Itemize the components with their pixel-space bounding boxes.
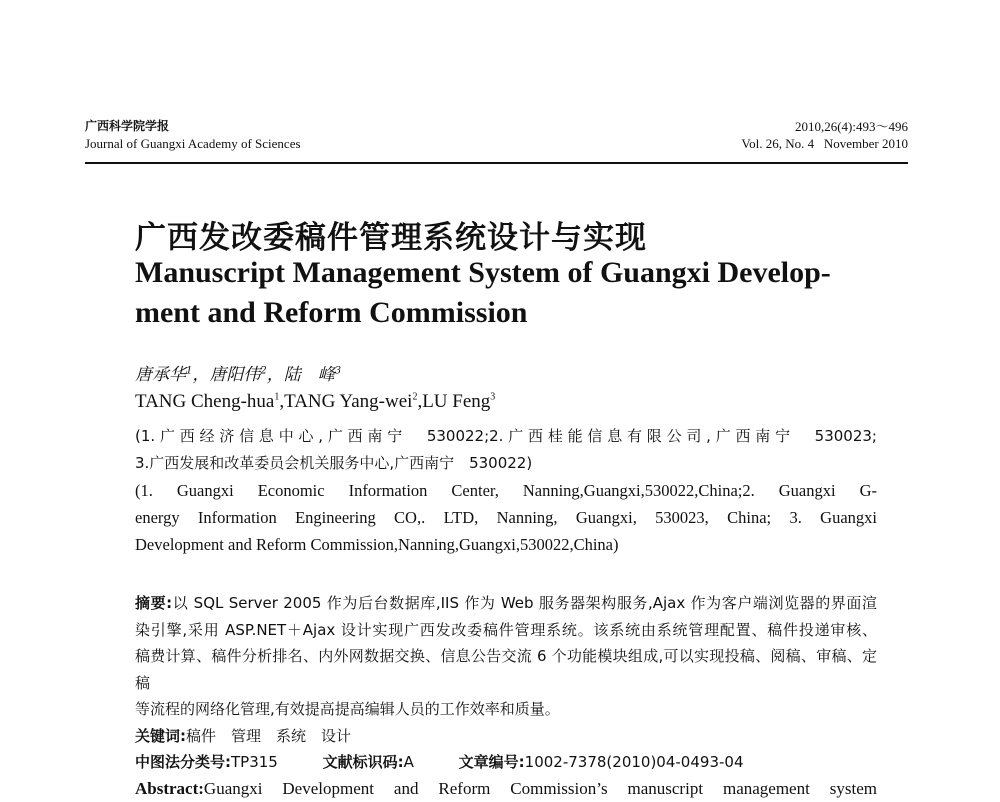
article-no-label: 文章编号: (459, 753, 525, 771)
doc-code-value: A (404, 753, 414, 771)
authors-en (135, 391, 495, 413)
abstract-en-label: Abstract: (135, 779, 204, 798)
author-name: ，陆 峰 (267, 365, 335, 385)
abstract-section (135, 590, 877, 802)
author-name: ,LU Feng (417, 391, 490, 412)
abstract-cn-line: 染引擎,采用 ASP.NET＋Ajax 设计实现广西发改委稿件管理系统。该系统由系统管理配置、稿件投递审核、 (135, 617, 877, 644)
author-name: ，唐阳伟 (192, 365, 260, 385)
author-name: TANG Cheng-hua (135, 391, 274, 412)
authors-cn (135, 360, 341, 385)
header-rule (85, 162, 908, 164)
doc-code-label: 文献标识码: (323, 753, 404, 771)
author-sup: 2 (412, 392, 417, 403)
citation: 2010,26(4):493～496 (741, 118, 908, 135)
abstract-cn-line: 等流程的网络化管理,有效提高提高编辑人员的工作效率和质量。 (135, 696, 877, 723)
keywords-value: 稿件 管理 系统 设计 (186, 727, 351, 745)
affiliation-line: (1.广西经济信息中心,广西南宁 530022;2.广西桂能信息有限公司,广西南宁 530023; (135, 423, 877, 450)
affiliation-line: 3.广西发展和改革委员会机关服务中心,广西南宁 530022) (135, 450, 877, 477)
keywords (135, 723, 877, 750)
title-en (135, 253, 875, 333)
abstract-cn-line: 稿费计算、稿件分析排名、内外网数据交换、信息公告交流 6 个功能模块组成,可以实现投稿、阅稿、审稿、定稿 (135, 643, 877, 696)
abstract-en-text: Guangxi Development and Reform Commission’s manuscript management system (204, 779, 877, 798)
journal-name-en: Journal of Guangxi Academy of Sciences (85, 135, 301, 152)
volume-info: Vol. 26, No. 4 November 2010 (741, 135, 908, 152)
article-no-value: 1002-7378(2010)04-0493-04 (525, 753, 744, 771)
author-sup: 1 (186, 365, 192, 376)
journal-header-left (85, 118, 301, 152)
abstract-cn-text: 以 SQL Server 2005 作为后台数据库,IIS 作为 Web 服务器架构服务,Ajax 作为客户端浏览器的界面渲 (172, 594, 877, 612)
author-sup: 2 (260, 365, 266, 376)
classification (135, 749, 877, 776)
abstract-cn-line (135, 590, 877, 617)
abstract-cn-label: 摘要: (135, 594, 172, 612)
title-en-text: Manuscript Management System of Guangxi Develop-ment and Reform Commission (135, 256, 831, 329)
affiliation-line: Development and Reform Commission,Nanning,Guangxi,530022,China) (135, 531, 877, 558)
clc-value: TP315 (231, 753, 278, 771)
affiliation-line: energy Information Engineering CO,. LTD, Nanning, Guangxi, 530023, China; 3. Guangxi (135, 504, 877, 531)
title-cn: 广西发改委稿件管理系统设计与实现 (135, 212, 647, 257)
author-sup: 3 (490, 392, 495, 403)
affiliations (135, 423, 877, 558)
author-name: 唐承华 (135, 365, 186, 385)
author-sup: 3 (335, 365, 341, 376)
journal-header-right (741, 118, 908, 152)
author-name: ,TANG Yang-wei (279, 391, 412, 412)
journal-name-cn: 广西科学院学报 (85, 118, 301, 135)
affiliation-line: (1. Guangxi Economic Information Center, Nanning,Guangxi,530022,China;2. Guangxi G- (135, 477, 877, 504)
author-sup: 1 (274, 392, 279, 403)
clc-label: 中图法分类号: (135, 753, 231, 771)
abstract-en (135, 776, 877, 802)
keywords-label: 关键词: (135, 727, 186, 745)
